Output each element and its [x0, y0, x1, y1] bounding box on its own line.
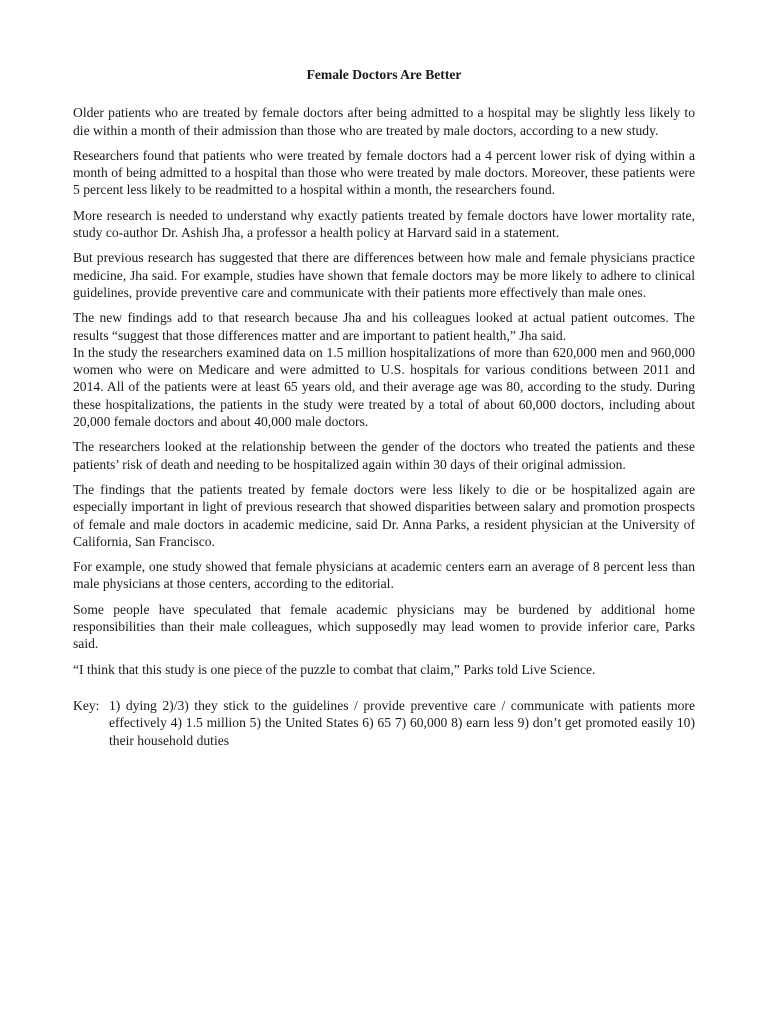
document-title: Female Doctors Are Better: [306, 67, 462, 82]
paragraph-2: Researchers found that patients who were treated by female doctors had a 4 percent lower risk of dying within a month of being admitted to a hospital than those who were treated by male doctors. Moreover, these patients were 5 percent less likely to be readmitted to a hospital within a month, the researchers found.: [73, 147, 695, 198]
document-page: [73, 66, 695, 749]
paragraph-5: The new findings add to that research because Jha and his colleagues looked at actual patient outcomes. The results “suggest that those differences matter and are important to patient health,” Jha said.: [73, 310, 695, 343]
paragraph-4: But previous research has suggested that there are differences between how male and female physicians practice medicine, Jha said. For example, studies have shown that female doctors may be more likely to adhere to clinical guidelines, provide preventive care and communicate with their patients more effectively than male ones.: [73, 250, 695, 300]
paragraph-7: The researchers looked at the relationship between the gender of the doctors who treated the patients and these patients’ risk of death and needing to be hospitalized again within 30 days of their original admission.: [73, 439, 695, 472]
answer-key: [73, 697, 695, 749]
answer-key-text: 1) dying 2)/3) they stick to the guidelines / provide preventive care / communicate with patients more effectively 4) 1.5 million 5) the United States 6) 65 7) 60,000 8) earn less 9) don’t get promoted easily 10) their household duties: [109, 697, 695, 748]
paragraph-8: The findings that the patients treated by female doctors were less likely to die or be hospitalized again are especially important in light of previous research that showed disparities between salary and promotion prospects of female and male doctors in academic medicine, said Dr. Anna Parks, a resident physician at the University of California, San Francisco.: [73, 481, 695, 549]
answer-key-label: Key:: [73, 697, 100, 713]
paragraph-10: Some people have speculated that female academic physicians may be burdened by additional home responsibilities than their male colleagues, which supposedly may lead women to provide inferior care, Parks said.: [73, 601, 695, 652]
paragraph-6: In the study the researchers examined data on 1.5 million hospitalizations of more than 620,000 men and 960,000 women who were on Medicare and were admitted to U.S. hospitals for various conditions between 2011 and 2014. All of the patients were at least 65 years old, and their average age was 80, according to the study. During these hospitalizations, the patients in the study were treated by a total of about 60,000 doctors, including about 20,000 female doctors and about 40,000 male doctors.: [73, 344, 695, 430]
paragraph-1: Older patients who are treated by female doctors after being admitted to a hospital may be slightly less likely to die within a month of their admission than those who are treated by male doctors, according to a new study.: [73, 105, 695, 138]
paragraph-3: More research is needed to understand why exactly patients treated by female doctors have lower mortality rate, study co-author Dr. Ashish Jha, a professor a health policy at Harvard said in a statement.: [73, 207, 695, 241]
paragraph-11: “I think that this study is one piece of the puzzle to combat that claim,” Parks told Live Science.: [73, 661, 596, 677]
paragraph-9: For example, one study showed that female physicians at academic centers earn an average of 8 percent less than male physicians at those centers, according to the editorial.: [73, 559, 695, 592]
